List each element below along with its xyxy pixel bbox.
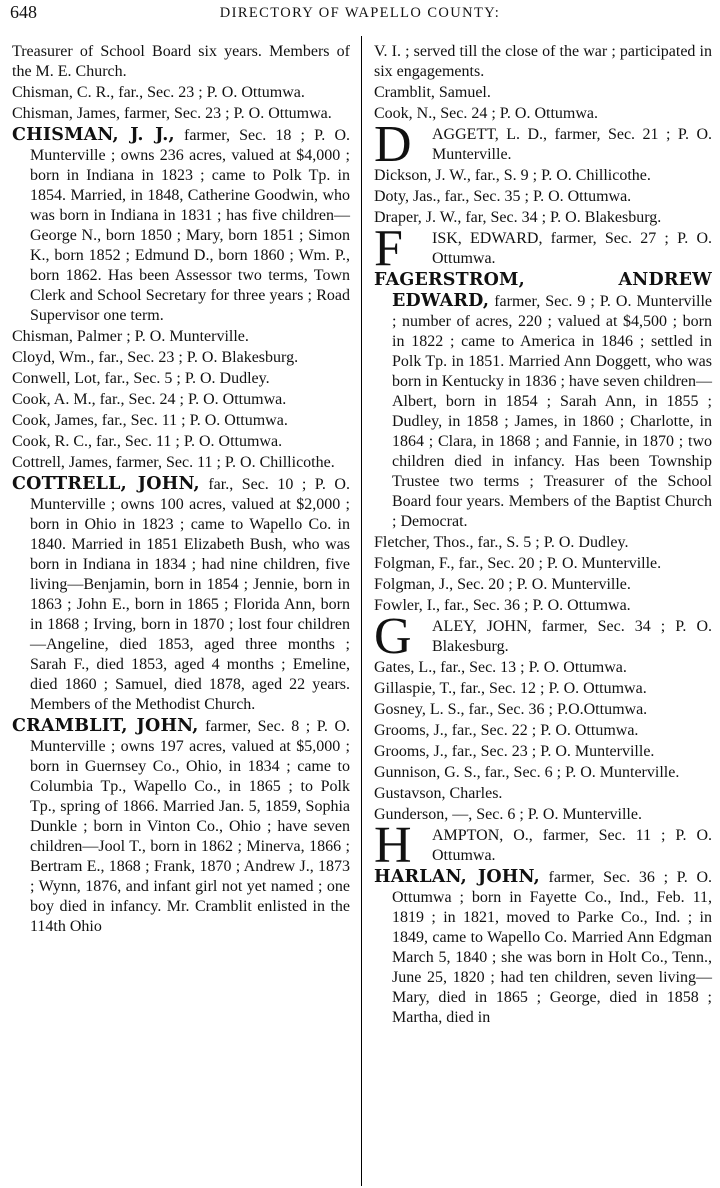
directory-entry	[374, 700, 712, 720]
directory-entry	[12, 390, 350, 410]
entry-text: Conwell, Lot, far., Sec. 5 ; P. O. Dudley.	[12, 370, 270, 387]
entry-text: far., Sec. 10 ; P. O. Munterville ; owns 100 acres, valued at $2,000 ; born in Ohio in 1823 ; came to Wapello Co. in 1840. Married in 1851 Elizabeth Bush, who was born in Indiana in 1834 ; had nine children, five living—Benjamin, born in 1854 ; Jennie, born in 1863 ; John E., born in 1865 ; Florida Ann, born in 1868 ; Irving, born in 1870 ; lost four children—Angeline, died 1853, aged three months ; Sarah F., died 1853, aged 4 months ; Emeline, died 1860 ; Samuel, died 1878, aged 22 years. Members of the Methodist Church.	[30, 476, 350, 713]
directory-entry	[374, 575, 712, 595]
section-start-entry	[374, 220, 712, 277]
entry-text: Chisman, James, farmer, Sec. 23 ; P. O. Ottumwa.	[12, 105, 332, 122]
entry-text: Gunnison, G. S., far., Sec. 6 ; P. O. Munterville.	[374, 764, 680, 781]
entry-name: FAGERSTROM, ANDREW EDWARD,	[374, 270, 712, 311]
directory-entry	[12, 327, 350, 347]
entry-text: Grooms, J., far., Sec. 22 ; P. O. Ottumwa.	[374, 722, 639, 739]
entry-text: farmer, Sec. 9 ; P. O. Munterville ; number of acres, 220 ; valued at $4,500 ; born in 1822 ; came to America in 1846 ; settled in Polk Tp. in 1851. Married Ann Doggett, who was born in Kentucky in 1836 ; have seven children—Albert, born in 1854 ; Sarah Ann, in 1855 ; Dudley, in 1858 ; James, in 1860 ; Charlotte, in 1864 ; Clara, in 1868 ; and Fannie, in 1870 ; two children died in infancy. Has been Township Trustee two terms ; Treasurer of the School Board four years. Members of the Baptist Church ; Democrat.	[392, 293, 712, 530]
running-title: DIRECTORY OF WAPELLO COUNTY:	[219, 5, 501, 21]
entry-text: Cook, R. C., far., Sec. 11 ; P. O. Ottumwa.	[12, 433, 283, 450]
directory-entry	[374, 83, 712, 103]
entry-text: Grooms, J., far., Sec. 23 ; P. O. Munterville.	[374, 743, 655, 760]
section-start-entry	[374, 116, 712, 173]
directory-entry	[12, 83, 350, 103]
continued-entry	[374, 42, 712, 82]
entry-name: COTTRELL, JOHN,	[12, 474, 200, 494]
entry-text: V. I. ; served till the close of the war ; participated in six engagements.	[374, 43, 712, 80]
entry-text: Cramblit, Samuel.	[374, 84, 491, 101]
entry-text: ISK, EDWARD, farmer, Sec. 27 ; P. O. Ottumwa.	[432, 230, 712, 267]
column-divider	[361, 36, 362, 1186]
drop-cap: D	[374, 116, 412, 173]
directory-entry	[12, 411, 350, 431]
biography-entry	[12, 125, 350, 326]
directory-entry	[12, 453, 350, 473]
directory-entry	[374, 805, 712, 825]
directory-entry	[12, 432, 350, 452]
entry-text: Draper, J. W., far, Sec. 34 ; P. O. Blakesburg.	[374, 209, 662, 226]
section-start-entry	[374, 608, 712, 665]
page-header	[8, 0, 712, 30]
biography-entry	[12, 474, 350, 715]
entry-text: Chisman, Palmer ; P. O. Munterville.	[12, 328, 249, 345]
entry-text: ALEY, JOHN, farmer, Sec. 34 ; P. O. Blakesburg.	[432, 618, 712, 655]
entry-text: Gosney, L. S., far., Sec. 36 ; P.O.Ottumwa.	[374, 701, 648, 718]
directory-entry	[374, 104, 712, 124]
entry-text: Gunderson, —, Sec. 6 ; P. O. Munterville.	[374, 806, 642, 823]
entry-text: Cook, A. M., far., Sec. 24 ; P. O. Ottumwa.	[12, 391, 287, 408]
directory-entry	[374, 554, 712, 574]
directory-entry	[374, 187, 712, 207]
entry-text: Gillaspie, T., far., Sec. 12 ; P. O. Ottumwa.	[374, 680, 647, 697]
directory-entry	[12, 369, 350, 389]
drop-cap: H	[374, 817, 412, 874]
left-column	[12, 42, 350, 938]
entry-text: AGGETT, L. D., farmer, Sec. 21 ; P. O. Munterville.	[432, 126, 712, 163]
page-number: 648	[10, 2, 37, 22]
drop-cap: G	[374, 608, 412, 665]
directory-entry	[374, 166, 712, 186]
directory-entry	[12, 104, 350, 124]
directory-entry	[374, 784, 712, 804]
entry-text: Fowler, I., far., Sec. 36 ; P. O. Ottumwa.	[374, 597, 631, 614]
directory-entry	[374, 742, 712, 762]
directory-entry	[374, 596, 712, 616]
directory-entry	[12, 348, 350, 368]
entry-text: Dickson, J. W., far., S. 9 ; P. O. Chillicothe.	[374, 167, 651, 184]
continued-entry	[12, 42, 350, 82]
entry-text: Gates, L., far., Sec. 13 ; P. O. Ottumwa.	[374, 659, 627, 676]
entry-text: Cook, N., Sec. 24 ; P. O. Ottumwa.	[374, 105, 598, 122]
entry-name: CRAMBLIT, JOHN,	[12, 716, 199, 736]
directory-entry	[374, 658, 712, 678]
entry-text: Folgman, J., Sec. 20 ; P. O. Munterville.	[374, 576, 631, 593]
entry-text: Chisman, C. R., far., Sec. 23 ; P. O. Ottumwa.	[12, 84, 305, 101]
biography-entry	[374, 270, 712, 532]
directory-entry	[374, 763, 712, 783]
entry-text: Fletcher, Thos., far., S. 5 ; P. O. Dudley.	[374, 534, 629, 551]
biography-entry	[374, 867, 712, 1028]
directory-entry	[374, 533, 712, 553]
entry-text: Doty, Jas., far., Sec. 35 ; P. O. Ottumwa.	[374, 188, 632, 205]
entry-text: Gustavson, Charles.	[374, 785, 503, 802]
right-column	[374, 42, 712, 1029]
directory-entry	[374, 679, 712, 699]
directory-entry	[374, 721, 712, 741]
entry-text: Cloyd, Wm., far., Sec. 23 ; P. O. Blakesburg.	[12, 349, 299, 366]
entry-name: HARLAN, JOHN,	[374, 867, 540, 887]
entry-text: Cottrell, James, farmer, Sec. 11 ; P. O. Chillicothe.	[12, 454, 335, 471]
entry-text: Treasurer of School Board six years. Members of the M. E. Church.	[12, 43, 350, 80]
entry-text: Folgman, F., far., Sec. 20 ; P. O. Munterville.	[374, 555, 662, 572]
biography-entry	[12, 716, 350, 937]
entry-text: farmer, Sec. 36 ; P. O. Ottumwa ; born in Fayette Co., Ind., Feb. 11, 1819 ; in 1821, moved to Parke Co., Ind. ; in 1849, came to Wapello Co. Married Ann Edgman March 5, 1840 ; she was born in Holt Co., Tenn., June 25, 1820 ; had ten children, seven living—Mary, died in 1865 ; George, died in 1858 ; Martha, died in	[392, 869, 713, 1026]
entry-name: CHISMAN, J. J.,	[12, 125, 175, 145]
entry-text: farmer, Sec. 18 ; P. O. Munterville ; owns 236 acres, valued at $4,000 ; born in Indiana in 1823 ; came to Polk Tp. in 1854. Married, in 1848, Catherine Goodwin, who was born in Indiana in 1831 ; has five children—George N., born 1850 ; Mary, born 1851 ; Simon K., born 1852 ; Edmund D., born 1860 ; Wm. P., born 1862. Has been Assessor two terms, Town Clerk and School Secretary for three years ; Road Supervisor one term.	[30, 127, 350, 324]
directory-entry	[374, 208, 712, 228]
drop-cap: F	[374, 220, 403, 277]
section-start-entry	[374, 817, 712, 874]
entry-text: Cook, James, far., Sec. 11 ; P. O. Ottumwa.	[12, 412, 288, 429]
entry-text: farmer, Sec. 8 ; P. O. Munterville ; owns 197 acres, valued at $5,000 ; born in Guernsey Co., Ohio, in 1834 ; came to Columbia Tp., Wapello Co., in 1865 ; to Polk Tp., spring of 1866. Married Jan. 5, 1859, Sophia Dunkle ; born in Vinton Co., Ohio ; have seven children—Jool T., born in 1862 ; Minerva, 1866 ; Bertram E., 1868 ; Frank, 1870 ; Andrew J., 1873 ; Wynn, 1876, and infant girl not yet named ; one boy died in infancy. Mr. Cramblit enlisted in the 114th Ohio	[30, 718, 351, 935]
entry-text: AMPTON, O., farmer, Sec. 11 ; P. O. Ottumwa.	[432, 827, 712, 864]
